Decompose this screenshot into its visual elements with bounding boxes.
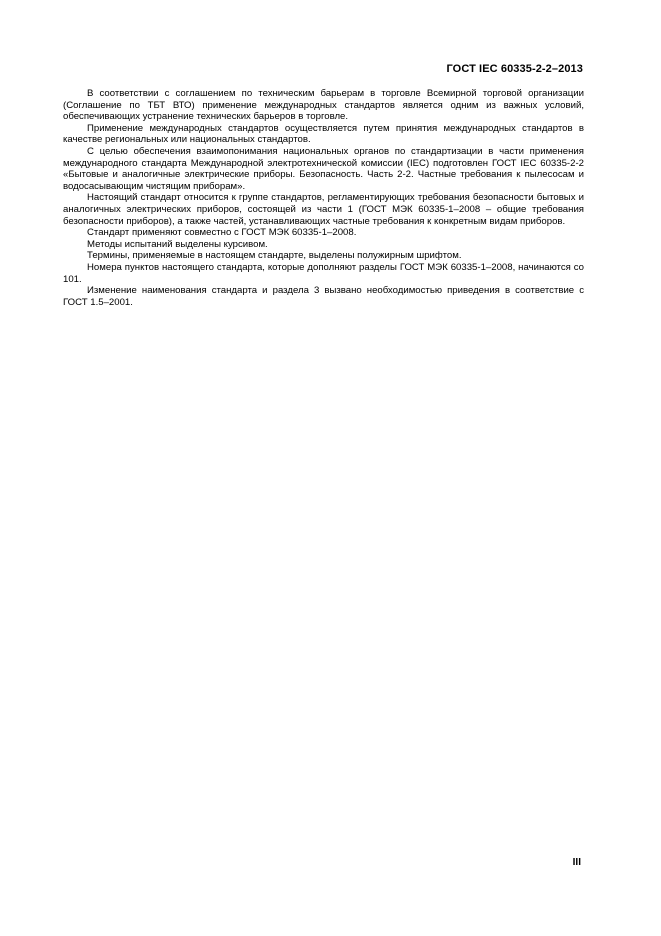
paragraph-9: Изменение наименования стандарта и раздела 3 вызвано необходимостью приведения в соответствие с ГОСТ 1.5–2001. bbox=[63, 285, 584, 308]
page-header-standard-id: ГОСТ IEC 60335-2-2–2013 bbox=[446, 63, 583, 75]
paragraph-4: Настоящий стандарт относится к группе стандартов, регламентирующих требования безопасности бытовых и аналогичных электрических приборов, состоящей из части 1 (ГОСТ МЭК 60335-1–2008 – общие требования безопасности приборов), а также частей, устанавливающих частные требования к конкретным видам приборов. bbox=[63, 192, 584, 227]
document-body bbox=[63, 88, 584, 308]
paragraph-2: Применение международных стандартов осуществляется путем принятия международных стандартов в качестве региональных или национальных стандартов. bbox=[63, 122, 584, 146]
paragraph-7: Термины, применяемые в настоящем стандарте, выделены полужирным шрифтом. bbox=[87, 250, 462, 262]
paragraph-8: Номера пунктов настоящего стандарта, которые дополняют разделы ГОСТ МЭК 60335-1–2008, начинаются со 101. bbox=[63, 261, 584, 285]
page-number: III bbox=[572, 857, 581, 868]
paragraph-6: Методы испытаний выделены курсивом. bbox=[87, 238, 268, 250]
paragraph-3: С целью обеспечения взаимопонимания национальных органов по стандартизации в части применения международного стандарта Международной электротехнической комиссии (IEC) подготовлен ГОСТ IEC 60335-2-2 «Бытовые и аналогичные электрические приборы. Безопасность. Часть 2-2. Частные требования к пылесосам и водосасывающим чистящим приборам». bbox=[63, 145, 584, 192]
paragraph-5: Стандарт применяют совместно с ГОСТ МЭК 60335-1–2008. bbox=[87, 227, 357, 239]
paragraph-1: В соответствии с соглашением по техническим барьерам в торговле Всемирной торговой организации (Соглашение по ТБТ ВТО) применение международных стандартов является одним из важных условий, обеспечивающих устранение технических барьеров в торговле. bbox=[63, 88, 584, 123]
